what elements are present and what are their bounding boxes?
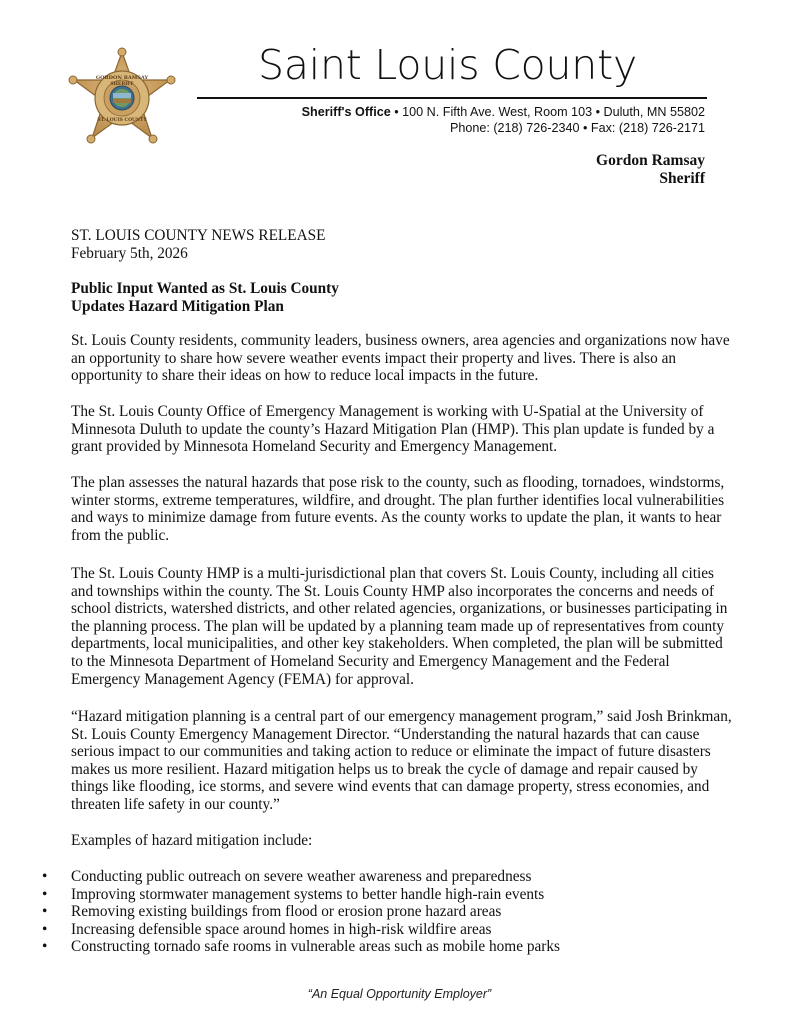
list-item [40,938,740,956]
list-item-text: Increasing defensible space around homes in high-risk wildfire areas [71,920,492,938]
list-item [40,921,740,939]
release-header [71,227,736,262]
release-date: February 5th, 2026 [71,244,188,262]
office-address-line [302,104,705,121]
sheriff-title: Sheriff [659,170,705,187]
list-item [40,868,740,886]
paragraph-text: “Hazard mitigation planning is a central part of our emergency management program,” said Josh Brinkman, St. Louis County Emergency Management Director. “Understanding the natural hazards that can cause serious impact to our communities and taking action to reduce or eliminate the impact of future disasters makes us more resilient. Hazard mitigation helps us to break the cycle of damage and repair caused by things like flooding, ice storms, and severe wind events that can damage property, stress economies, and threaten life safety in our county.” [71,708,732,813]
bullet-icon: • [42,903,48,921]
paragraph-text: The plan assesses the natural hazards that pose risk to the county, such as flooding, tornadoes, windstorms, winter storms, extreme temperatures, wildfire, and drought. The plan further identifies local vulnerabilities and ways to minimize damage from future events. As the county works to update the plan, it wants to hear from the public. [71,474,725,544]
bullet-icon: • [42,885,48,903]
examples-list [40,868,740,956]
letterhead-divider [197,97,707,99]
office-address: • 100 N. Fifth Ave. West, Room 103 • Duluth, MN 55802 [390,105,705,119]
office-label: Sheriff's Office [301,105,391,119]
sheriff-name: Gordon Ramsay [596,152,705,169]
paragraph-hazards [71,474,736,544]
paragraph-partnership [71,403,736,456]
paragraph-text: The St. Louis County HMP is a multi-jurisdictional plan that covers St. Louis County, including all cities and townships within the county. The St. Louis County HMP also incorporates the concerns and needs of school districts, watershed districts, and other related agencies, organizations, or businesses participating in the planning process. The plan will be updated by a planning team made up of representatives from county departments, local municipalities, and other key stakeholders. When completed, the plan will be submitted to the Minnesota Department of Homeland Security and Emergency Management and the Federal Emergency Management Agency (FEMA) for approval. [71,565,728,688]
paragraph-text: St. Louis County residents, community leaders, business owners, area agencies and organizations now have an opportunity to share how severe weather events impact their property and lives. There is also an opportunity to share their ideas on how to reduce local impacts in the future. [71,332,730,385]
paragraph-intro [71,332,736,385]
bullet-icon: • [42,868,48,885]
list-item-text: Conducting public outreach on severe weather awareness and preparedness [71,868,532,885]
paragraph-quote [71,708,736,814]
headline-line-2: Updates Hazard Mitigation Plan [71,297,284,315]
release-label: ST. LOUIS COUNTY NEWS RELEASE [71,227,326,244]
list-item-text: Removing existing buildings from flood or erosion prone hazard areas [71,903,502,921]
sheriff-star-badge-icon [66,46,178,146]
headline [71,280,736,315]
svg-text:SHERIFF: SHERIFF [110,82,134,87]
bullet-icon: • [42,920,48,938]
list-item-text: Constructing tornado safe rooms in vulnerable areas such as mobile home parks [71,938,560,956]
headline-line-1: Public Input Wanted as St. Louis County [71,280,339,297]
examples-intro: Examples of hazard mitigation include: [71,832,313,849]
list-item-text: Improving stormwater management systems to better handle high-rain events [71,885,545,903]
list-item [40,886,740,904]
svg-text:ST. LOUIS COUNTY: ST. LOUIS COUNTY [97,118,147,123]
county-name-heading: Saint Louis County [258,41,638,89]
paragraph-text: The St. Louis County Office of Emergency Management is working with U-Spatial at the University of Minnesota Duluth to update the county’s Hazard Mitigation Plan (HMP). This plan update is funded by a grant provided by Minnesota Homeland Security and Emergency Management. [71,403,715,456]
svg-text:GORDON RAMSAY: GORDON RAMSAY [95,75,149,81]
paragraph-scope [71,565,736,688]
footer-tagline: “An Equal Opportunity Employer” [307,987,492,1001]
phone-fax-line: Phone: (218) 726-2340 • Fax: (218) 726-2171 [449,121,705,135]
list-item [40,903,740,921]
bullet-icon: • [42,938,48,956]
